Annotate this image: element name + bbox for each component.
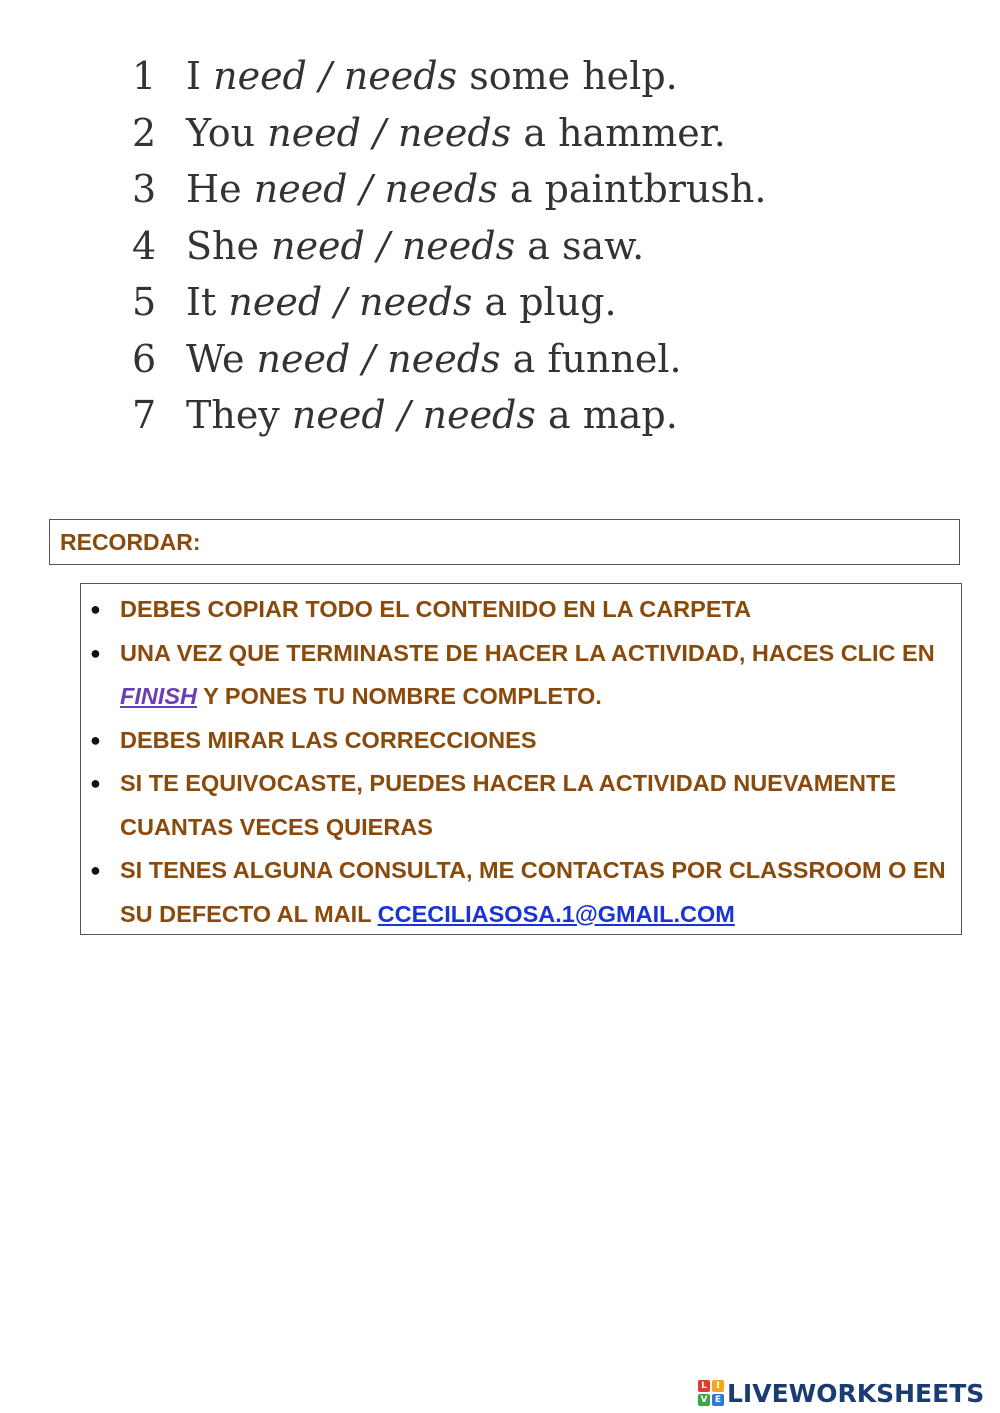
reminder-item-text: DEBES COPIAR TODO EL CONTENIDO EN LA CARPETA: [120, 596, 752, 622]
exercise-number: 4: [132, 223, 157, 268]
exercise-rest: a hammer.: [523, 110, 726, 155]
exercise-rest: a paintbrush.: [509, 167, 767, 211]
logo-mark-icon: [698, 1380, 724, 1406]
reminder-item: [81, 719, 961, 763]
exercise-item: [132, 274, 832, 331]
exercise-options[interactable]: need / needs: [253, 167, 498, 211]
exercise-number: 7: [132, 393, 157, 437]
exercise-options[interactable]: need / needs: [256, 336, 501, 381]
logo-mark-tile: L: [698, 1380, 710, 1392]
exercise-rest: some help.: [469, 54, 678, 98]
exercise-rest: a funnel.: [512, 336, 682, 381]
exercise-number: 3: [132, 167, 157, 211]
exercise-options[interactable]: need / needs: [271, 223, 516, 268]
exercise-options[interactable]: need / needs: [267, 110, 512, 155]
exercise-options[interactable]: need / needs: [291, 393, 536, 437]
finish-link[interactable]: FINISH: [120, 683, 198, 709]
bullet-icon: ●: [90, 642, 101, 663]
exercise-options[interactable]: need / needs: [228, 280, 473, 324]
exercise-number: 6: [132, 336, 157, 381]
bullet-icon: ●: [90, 773, 101, 793]
bullet-icon: ●: [90, 729, 101, 750]
exercise-item: [132, 105, 832, 162]
exercise-subject: He: [186, 167, 242, 211]
reminder-header-box: [49, 519, 960, 565]
exercise-options[interactable]: need / needs: [213, 54, 458, 98]
reminder-title: RECORDAR:: [60, 529, 201, 555]
exercise-number: 2: [132, 110, 157, 155]
exercise-item: [132, 218, 832, 275]
exercise-subject: We: [186, 336, 245, 381]
exercise-number: 5: [132, 280, 157, 324]
email-link[interactable]: CCECILIASOSA.1@GMAIL.COM: [377, 900, 735, 927]
exercise-rest: a plug.: [484, 280, 617, 324]
bullet-icon: ●: [90, 860, 101, 880]
logo-wordmark: LIVEWORKSHEETS: [727, 1378, 985, 1408]
reminder-item-text: UNA VEZ QUE TERMINASTE DE HACER LA ACTIVIDAD, HACES CLIC EN: [120, 639, 935, 666]
exercise-list: [132, 48, 832, 444]
exercise-rest: a saw.: [527, 223, 645, 268]
reminder-item-text: DEBES MIRAR LAS CORRECCIONES: [120, 726, 537, 753]
exercise-subject: I: [186, 54, 202, 98]
reminder-item: [81, 632, 961, 719]
logo-mark-tile: I: [712, 1380, 724, 1392]
bullet-icon: ●: [90, 599, 101, 619]
exercise-subject: They: [186, 393, 280, 437]
reminder-item: [81, 849, 961, 936]
reminder-item-text: SI TENES ALGUNA CONSULTA, ME CONTACTAS POR CLASSROOM O EN SU DEFECTO AL MAIL: [120, 857, 946, 927]
exercise-item: [132, 331, 832, 388]
exercise-subject: She: [186, 223, 259, 268]
exercise-subject: You: [186, 110, 256, 155]
exercise-number: 1: [132, 54, 157, 98]
reminder-item-text: Y PONES TU NOMBRE COMPLETO.: [197, 683, 602, 709]
reminder-list: [81, 588, 961, 936]
exercise-item: [132, 48, 832, 105]
exercise-item: [132, 161, 832, 218]
liveworksheets-logo[interactable]: [698, 1378, 984, 1408]
logo-mark-tile: V: [698, 1394, 710, 1406]
reminder-item-text: SI TE EQUIVOCASTE, PUEDES HACER LA ACTIVIDAD NUEVAMENTE CUANTAS VECES QUIERAS: [120, 770, 897, 840]
exercise-item: [132, 387, 832, 444]
logo-mark-tile: E: [712, 1394, 724, 1406]
exercise-subject: It: [186, 280, 217, 324]
reminder-item: [81, 762, 961, 849]
reminder-item: [81, 588, 961, 632]
exercise-rest: a map.: [547, 393, 678, 437]
reminder-list-box: [80, 583, 962, 935]
